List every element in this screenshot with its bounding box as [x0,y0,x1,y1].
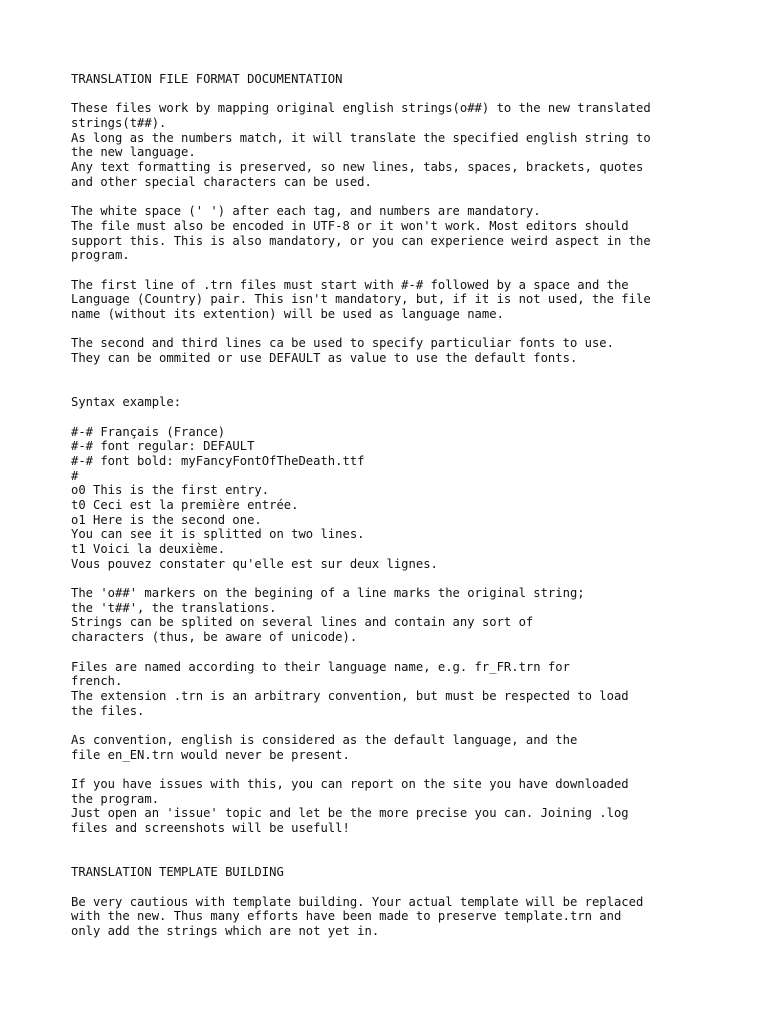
code-line: t1 Voici la deuxième. [71,542,226,556]
code-line: #-# font regular: DEFAULT [71,439,255,454]
text-line: and other special characters can be used. [71,174,372,189]
text-line: As long as the numbers match, it will translate the specified english string to [71,130,651,145]
code-line: #-# font bold: myFancyFontOfTheDeath.ttf [71,453,365,468]
blank-line [71,263,711,278]
blank-line [71,87,711,102]
code-line: You can see it is splitted on two lines. [71,527,365,542]
code-line: t0 Ceci est la première entrée. [71,497,299,512]
blank-line [71,850,711,865]
text-line: strings(t##). [71,116,167,131]
code-line: Vous pouvez constater qu'elle est sur deux lignes. [71,556,438,571]
text-line: only add the strings which are not yet in. [71,923,380,938]
text-line: These files work by mapping original english strings(o##) to the new translated [71,101,651,116]
blank-line [71,190,711,205]
text-line: characters (thus, be aware of unicode). [71,630,358,645]
blank-line [71,410,711,425]
text-line: the files. [71,703,145,718]
text-line: Be very cautious with template building. Your actual template will be replaced [71,894,644,909]
blank-line [71,322,711,337]
heading-template-building: TRANSLATION TEMPLATE BUILDING [71,865,284,880]
blank-line [71,762,711,777]
code-line: o1 Here is the second one. [71,512,262,527]
text-line: the program. [71,791,160,806]
text-line: support this. This is also mandatory, or you can experience weird aspect in the [71,233,651,248]
blank-line [71,718,711,733]
code-line: # [71,468,79,483]
text-line: The file must also be encoded in UTF-8 or it won't work. Most editors should [71,218,629,233]
text-line: program. [71,248,130,263]
blank-line [71,880,711,895]
text-line: The 'o##' markers on the begining of a line marks the original string; [71,586,585,601]
text-line: Just open an 'issue' topic and let be the more precise you can. Joining .log [71,806,629,821]
text-line: If you have issues with this, you can report on the site you have downloaded [71,777,629,791]
text-line: file en_EN.trn would never be present. [71,747,350,762]
text-line: Files are named according to their language name, e.g. fr_FR.trn for [71,659,570,674]
text-line: the new language. [71,145,196,160]
syntax-example-label: Syntax example: [71,395,182,410]
text-line: Any text formatting is preserved, so new lines, tabs, spaces, brackets, quotes [71,160,644,175]
blank-line [71,380,711,395]
text-line: with the new. Thus many efforts have been made to preserve template.trn and [71,909,622,924]
code-line: o0 This is the first entry. [71,483,270,498]
text-line: As convention, english is considered as the default language, and the [71,732,578,747]
heading-file-format: TRANSLATION FILE FORMAT DOCUMENTATION [71,72,343,86]
code-line: #-# Français (France) [71,424,226,439]
blank-line [71,836,711,851]
text-line: The first line of .trn files must start with #-# followed by a space and the [71,277,629,292]
text-line: The second and third lines ca be used to specify particuliar fonts to use. [71,336,614,351]
blank-line [71,366,711,381]
text-line: the 't##', the translations. [71,600,277,615]
text-line: Strings can be splited on several lines and contain any sort of [71,615,534,630]
text-line: The white space (' ') after each tag, and numbers are mandatory. [71,204,541,219]
text-line: They can be ommited or use DEFAULT as value to use the default fonts. [71,351,578,366]
text-line: files and screenshots will be usefull! [71,821,350,836]
blank-line [71,645,711,660]
text-line: Language (Country) pair. This isn't mandatory, but, if it is not used, the file [71,292,651,307]
text-line: name (without its extention) will be used as language name. [71,307,504,321]
blank-line [71,571,711,586]
text-line: french. [71,674,123,689]
document-page [71,72,711,939]
text-line: The extension .trn is an arbitrary convention, but must be respected to load [71,688,629,703]
